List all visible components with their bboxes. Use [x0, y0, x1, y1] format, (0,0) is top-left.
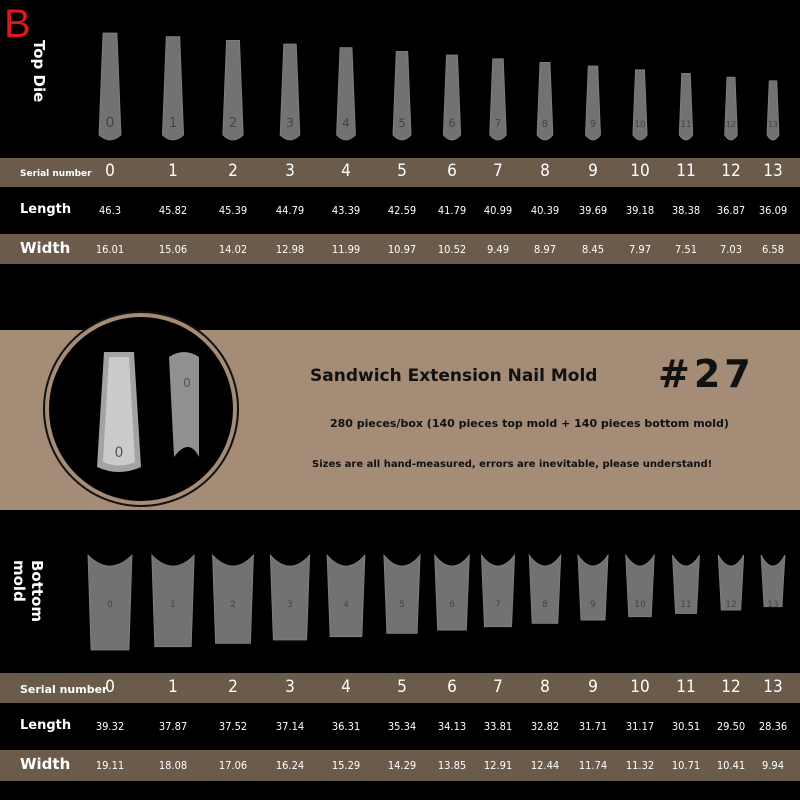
length-cell: 32.82	[530, 720, 560, 733]
nail-number: 9	[590, 600, 596, 610]
width-cell: 16.24	[275, 759, 305, 772]
serial-cell: 4	[341, 161, 351, 181]
width-cell: 12.44	[530, 759, 560, 772]
width-cell: 12.98	[275, 243, 305, 256]
width-cell: 11.32	[625, 759, 655, 772]
width-cell: 10.97	[387, 243, 417, 256]
nail-mold-4	[337, 48, 356, 140]
measurement-note: Sizes are all hand-measured, errors are inevitable, please understand!	[312, 459, 713, 470]
nail-number: 5	[398, 116, 406, 130]
nail-number: 10	[634, 120, 646, 130]
serial-cell: 1	[168, 677, 178, 697]
brand-logo: B	[4, 2, 31, 46]
package-info: 280 pieces/box (140 pieces top mold + 140 pieces bottom mold)	[330, 417, 729, 430]
length-cell: 36.87	[716, 204, 746, 217]
length-label: Length	[20, 202, 72, 217]
nail-mold-11	[679, 73, 693, 140]
serial-cell: 2	[228, 161, 238, 181]
width-cell: 13.85	[437, 759, 467, 772]
nail-number: 7	[494, 118, 502, 130]
length-cell: 31.71	[578, 720, 608, 733]
nail-number: 8	[542, 600, 548, 610]
width-cell: 9.49	[486, 243, 510, 256]
width-cell: 16.01	[95, 243, 125, 256]
length-label: Length	[20, 718, 72, 733]
nail-number: 3	[286, 115, 294, 130]
serial-cell: 9	[588, 161, 598, 181]
serial-cell: 0	[105, 161, 115, 181]
width-cell: 10.71	[671, 759, 701, 772]
width-cell: 11.74	[578, 759, 608, 772]
nail-number: 1	[168, 115, 178, 131]
serial-cell: 6	[447, 677, 457, 697]
sample-label-2: 0	[183, 376, 191, 390]
serial-cell: 9	[588, 677, 598, 697]
model-number: #27	[658, 352, 755, 396]
length-cell: 36.31	[331, 720, 361, 733]
bottom-mold-label: Bottom mold	[10, 560, 46, 623]
serial-cell: 7	[493, 161, 503, 181]
nail-mold-sample-icon	[49, 317, 233, 501]
sample-image	[45, 313, 237, 505]
nail-mold-13	[767, 81, 779, 140]
length-cell: 45.82	[158, 204, 188, 217]
length-cell: 35.34	[387, 720, 417, 733]
width-cell: 12.91	[483, 759, 513, 772]
nail-mold-7	[481, 555, 514, 627]
length-cell: 34.13	[437, 720, 467, 733]
serial-cell: 6	[447, 161, 457, 181]
width-cell: 19.11	[95, 759, 125, 772]
serial-cell: 0	[105, 677, 115, 697]
nail-number: 12	[725, 119, 737, 129]
nail-number: 6	[449, 600, 455, 610]
product-title: Sandwich Extension Nail Mold	[310, 366, 598, 386]
serial-cell: 11	[676, 677, 696, 697]
width-cell: 10.52	[437, 243, 467, 256]
nail-number: 12	[725, 600, 737, 610]
length-cell: 39.32	[95, 720, 125, 733]
serial-number-label: Serial number	[20, 683, 108, 696]
length-cell: 36.09	[758, 204, 788, 217]
serial-cell: 4	[341, 677, 351, 697]
width-cell: 9.94	[761, 759, 785, 772]
serial-cell: 5	[397, 677, 407, 697]
length-cell: 40.39	[530, 204, 560, 217]
nail-mold-9	[578, 555, 608, 620]
nail-number: 0	[107, 600, 113, 610]
width-label: Width	[20, 239, 71, 257]
nail-mold-11	[672, 555, 699, 613]
width-cell: 11.99	[331, 243, 361, 256]
nail-number: 8	[541, 119, 549, 130]
width-cell: 6.58	[761, 243, 785, 256]
nail-number: 1	[170, 600, 176, 610]
bottom-mold-nails	[0, 545, 800, 655]
nail-mold-8	[537, 62, 553, 140]
sample-label: 0	[114, 445, 124, 461]
top-die-label: Top Die	[30, 40, 48, 103]
nail-mold-12	[725, 77, 738, 140]
width-cell: 7.51	[674, 243, 698, 256]
nail-number: 2	[228, 116, 238, 131]
nail-mold-6	[435, 555, 470, 630]
serial-cell: 10	[630, 677, 650, 697]
serial-cell: 3	[285, 161, 295, 181]
length-cell: 37.52	[218, 720, 248, 733]
nail-mold-0	[88, 555, 132, 650]
serial-number-label: Serial number	[20, 169, 92, 179]
nail-mold-1	[152, 555, 194, 647]
length-cell: 44.79	[275, 204, 305, 217]
nail-number: 2	[230, 600, 236, 610]
nail-number: 10	[634, 600, 646, 610]
length-cell: 29.50	[716, 720, 746, 733]
nail-mold-9	[585, 66, 600, 140]
nail-mold-4	[327, 555, 365, 637]
length-cell: 45.39	[218, 204, 248, 217]
nail-mold-10	[633, 70, 647, 140]
length-cell: 43.39	[331, 204, 361, 217]
width-cell: 15.06	[158, 243, 188, 256]
nail-mold-12	[718, 555, 744, 610]
length-cell: 41.79	[437, 204, 467, 217]
nail-number: 5	[399, 600, 405, 610]
nail-mold-6	[443, 55, 460, 140]
length-cell: 40.99	[483, 204, 513, 217]
length-cell: 28.36	[758, 720, 788, 733]
length-cell: 37.14	[275, 720, 305, 733]
nail-mold-5	[393, 51, 411, 140]
nail-mold-0	[99, 33, 121, 140]
width-cell: 17.06	[218, 759, 248, 772]
length-cell: 30.51	[671, 720, 701, 733]
nail-mold-10	[626, 555, 655, 617]
length-cell: 33.81	[483, 720, 513, 733]
nail-mold-7	[490, 59, 507, 140]
width-cell: 7.03	[719, 243, 743, 256]
length-cell: 46.3	[98, 204, 122, 217]
nail-number: 3	[287, 600, 293, 610]
serial-cell: 11	[676, 161, 696, 181]
nail-number: 0	[105, 115, 115, 131]
serial-cell: 13	[763, 161, 783, 181]
width-cell: 15.29	[331, 759, 361, 772]
nail-mold-3	[280, 44, 300, 140]
nail-number: 7	[495, 600, 501, 610]
length-cell: 42.59	[387, 204, 417, 217]
width-label: Width	[20, 755, 71, 773]
nail-number: 11	[680, 120, 692, 130]
serial-cell: 13	[763, 677, 783, 697]
serial-cell: 10	[630, 161, 650, 181]
width-cell: 18.08	[158, 759, 188, 772]
length-cell: 37.87	[158, 720, 188, 733]
width-cell: 8.45	[581, 243, 605, 256]
length-cell: 39.18	[625, 204, 655, 217]
nail-mold-3	[270, 555, 309, 640]
serial-cell: 3	[285, 677, 295, 697]
nail-mold-1	[162, 37, 183, 140]
nail-mold-2	[223, 40, 243, 140]
serial-cell: 2	[228, 677, 238, 697]
nail-number: 13	[767, 600, 779, 610]
nail-mold-8	[529, 555, 561, 623]
serial-cell: 7	[493, 677, 503, 697]
length-cell: 31.17	[625, 720, 655, 733]
nail-mold-2	[213, 555, 254, 643]
length-cell: 38.38	[671, 204, 701, 217]
nail-number: 13	[768, 120, 778, 129]
width-cell: 14.02	[218, 243, 248, 256]
width-cell: 10.41	[716, 759, 746, 772]
top-die-nails	[0, 15, 800, 155]
nail-number: 9	[589, 119, 597, 130]
width-cell: 7.97	[628, 243, 652, 256]
serial-cell: 8	[540, 677, 550, 697]
serial-cell: 12	[721, 677, 741, 697]
nail-mold-5	[384, 555, 420, 633]
nail-mold-13	[761, 555, 785, 610]
serial-cell: 5	[397, 161, 407, 181]
serial-cell: 8	[540, 161, 550, 181]
width-cell: 8.97	[533, 243, 557, 256]
nail-number: 11	[680, 600, 692, 610]
nail-number: 4	[342, 116, 350, 130]
width-cell: 14.29	[387, 759, 417, 772]
length-cell: 39.69	[578, 204, 608, 217]
serial-cell: 12	[721, 161, 741, 181]
nail-number: 6	[448, 117, 456, 130]
nail-number: 4	[343, 600, 349, 610]
serial-cell: 1	[168, 161, 178, 181]
